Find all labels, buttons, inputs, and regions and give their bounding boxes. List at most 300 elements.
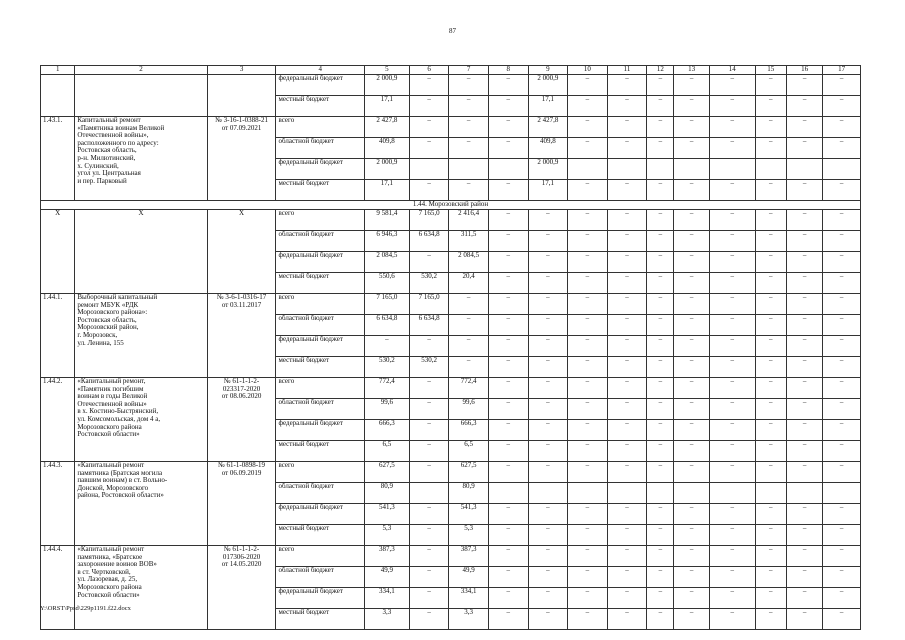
funding-source: местный бюджет	[276, 273, 365, 294]
amount-cell: 2 084,5	[365, 252, 410, 273]
amount-cell: 334,1	[449, 588, 489, 609]
amount-cell: –	[365, 336, 410, 357]
amount-cell: 80,9	[449, 483, 489, 504]
amount-cell: –	[409, 138, 449, 159]
amount-cell: –	[674, 117, 709, 138]
column-header: 17	[823, 66, 861, 75]
amount-cell	[409, 483, 449, 504]
amount-cell: –	[568, 504, 608, 525]
amount-cell: 541,3	[365, 504, 410, 525]
amount-cell: –	[607, 210, 647, 231]
amount-cell: 9 581,4	[365, 210, 410, 231]
amount-cell: –	[449, 336, 489, 357]
amount-cell: 3,3	[449, 609, 489, 630]
amount-cell: –	[409, 252, 449, 273]
amount-cell: –	[823, 462, 861, 483]
amount-cell: –	[674, 504, 709, 525]
expertise-reference: № 3-6-1-0316-17 от 03.11.2017	[207, 294, 276, 378]
amount-cell: –	[755, 96, 786, 117]
amount-cell	[647, 483, 674, 504]
amount-cell: –	[786, 546, 822, 567]
amount-cell: –	[607, 567, 647, 588]
amount-cell: –	[674, 75, 709, 96]
amount-cell	[409, 159, 449, 180]
amount-cell	[709, 483, 755, 504]
amount-cell: –	[755, 441, 786, 462]
amount-cell: –	[755, 420, 786, 441]
amount-cell: –	[568, 117, 608, 138]
amount-cell: 2 000,9	[528, 75, 568, 96]
amount-cell: –	[607, 525, 647, 546]
amount-cell: –	[568, 567, 608, 588]
amount-cell	[449, 159, 489, 180]
amount-cell: –	[786, 273, 822, 294]
amount-cell: –	[709, 336, 755, 357]
amount-cell: –	[647, 315, 674, 336]
amount-cell: –	[709, 504, 755, 525]
table-row	[41, 294, 861, 315]
amount-cell: –	[568, 441, 608, 462]
amount-cell: –	[528, 546, 568, 567]
amount-cell: –	[709, 546, 755, 567]
amount-cell: –	[647, 294, 674, 315]
amount-cell: 627,5	[365, 462, 410, 483]
funding-source: федеральный бюджет	[276, 159, 365, 180]
amount-cell: –	[755, 210, 786, 231]
amount-cell: –	[823, 504, 861, 525]
amount-cell: –	[528, 588, 568, 609]
amount-cell: –	[823, 252, 861, 273]
amount-cell: 20,4	[449, 273, 489, 294]
amount-cell: –	[786, 75, 822, 96]
amount-cell: –	[709, 252, 755, 273]
amount-cell: –	[755, 462, 786, 483]
amount-cell: –	[409, 378, 449, 399]
amount-cell: –	[607, 294, 647, 315]
amount-cell: –	[607, 231, 647, 252]
amount-cell: –	[607, 441, 647, 462]
amount-cell: –	[823, 273, 861, 294]
amount-cell: –	[488, 252, 528, 273]
amount-cell: –	[786, 180, 822, 201]
amount-cell: –	[709, 117, 755, 138]
amount-cell: –	[607, 546, 647, 567]
amount-cell: –	[786, 357, 822, 378]
amount-cell: 530,2	[365, 357, 410, 378]
column-header: 15	[755, 66, 786, 75]
amount-cell: –	[409, 609, 449, 630]
amount-cell: –	[568, 294, 608, 315]
amount-cell: –	[755, 588, 786, 609]
amount-cell: –	[568, 96, 608, 117]
budget-table	[40, 65, 861, 630]
amount-cell: –	[607, 504, 647, 525]
amount-cell: –	[568, 399, 608, 420]
amount-cell: –	[674, 525, 709, 546]
amount-cell: –	[568, 231, 608, 252]
amount-cell: –	[409, 96, 449, 117]
funding-source: федеральный бюджет	[276, 504, 365, 525]
expertise-reference: № 61-1-1-2- 017306-2020 от 14.05.2020	[207, 546, 276, 630]
amount-cell: –	[607, 315, 647, 336]
amount-cell: –	[647, 96, 674, 117]
amount-cell: –	[528, 462, 568, 483]
expertise-reference: № 61-1-0898-19 от 06.09.2019	[207, 462, 276, 546]
column-header: 7	[449, 66, 489, 75]
amount-cell: –	[607, 378, 647, 399]
column-header: 9	[528, 66, 568, 75]
amount-cell: –	[528, 399, 568, 420]
amount-cell: 387,3	[365, 546, 410, 567]
column-header: 8	[488, 66, 528, 75]
amount-cell: –	[755, 138, 786, 159]
amount-cell: –	[786, 210, 822, 231]
amount-cell: –	[409, 546, 449, 567]
amount-cell: –	[449, 357, 489, 378]
amount-cell: –	[786, 117, 822, 138]
amount-cell: –	[786, 252, 822, 273]
amount-cell: –	[607, 420, 647, 441]
amount-cell: 17,1	[528, 180, 568, 201]
amount-cell: –	[449, 294, 489, 315]
item-description: «Капитальный ремонт памятника, «Братское захоронение воинов ВОВ» в ст. Чертковской, ул. Лазоревая, д. 25, Морозовского района Ростовской области»	[75, 546, 207, 630]
amount-cell: –	[709, 420, 755, 441]
amount-cell: 17,1	[365, 96, 410, 117]
amount-cell: –	[823, 525, 861, 546]
header-row	[41, 66, 861, 75]
amount-cell: 772,4	[449, 378, 489, 399]
amount-cell	[488, 483, 528, 504]
amount-cell: –	[674, 273, 709, 294]
amount-cell: –	[528, 210, 568, 231]
funding-source: местный бюджет	[276, 96, 365, 117]
amount-cell: –	[568, 462, 608, 483]
amount-cell: –	[607, 75, 647, 96]
amount-cell	[674, 159, 709, 180]
column-header: 6	[409, 66, 449, 75]
item-number: 1.44.3.	[41, 462, 75, 546]
amount-cell: –	[528, 336, 568, 357]
amount-cell: –	[786, 567, 822, 588]
amount-cell: –	[488, 138, 528, 159]
table-row	[41, 75, 861, 96]
amount-cell: –	[488, 567, 528, 588]
funding-source: областной бюджет	[276, 231, 365, 252]
column-header: 4	[276, 66, 365, 75]
amount-cell: –	[755, 609, 786, 630]
amount-cell: –	[568, 138, 608, 159]
table-row	[41, 117, 861, 138]
amount-cell: –	[528, 567, 568, 588]
amount-cell: –	[647, 546, 674, 567]
amount-cell: –	[823, 96, 861, 117]
amount-cell: –	[786, 588, 822, 609]
amount-cell: –	[607, 588, 647, 609]
funding-source: федеральный бюджет	[276, 75, 365, 96]
section-row	[41, 201, 861, 210]
funding-source: всего	[276, 294, 365, 315]
amount-cell: –	[488, 96, 528, 117]
amount-cell: –	[823, 420, 861, 441]
amount-cell: –	[488, 609, 528, 630]
amount-cell: –	[709, 294, 755, 315]
amount-cell: –	[786, 336, 822, 357]
item-description: Х	[75, 210, 207, 294]
amount-cell: 6 634,8	[365, 315, 410, 336]
amount-cell: –	[488, 399, 528, 420]
amount-cell: –	[709, 75, 755, 96]
amount-cell: 7 165,0	[365, 294, 410, 315]
amount-cell: –	[528, 294, 568, 315]
amount-cell: –	[674, 609, 709, 630]
amount-cell: –	[568, 210, 608, 231]
amount-cell: –	[647, 252, 674, 273]
amount-cell: 2 000,9	[528, 159, 568, 180]
amount-cell: –	[674, 138, 709, 159]
amount-cell: –	[488, 210, 528, 231]
amount-cell: –	[674, 462, 709, 483]
amount-cell: –	[823, 294, 861, 315]
amount-cell: –	[409, 117, 449, 138]
amount-cell: –	[488, 231, 528, 252]
amount-cell: –	[647, 420, 674, 441]
amount-cell: –	[755, 252, 786, 273]
amount-cell: –	[528, 273, 568, 294]
amount-cell: 409,8	[528, 138, 568, 159]
amount-cell: 6 634,8	[409, 231, 449, 252]
amount-cell: –	[647, 609, 674, 630]
amount-cell	[488, 159, 528, 180]
amount-cell: –	[607, 180, 647, 201]
amount-cell: –	[755, 231, 786, 252]
amount-cell: –	[709, 231, 755, 252]
amount-cell: –	[674, 378, 709, 399]
amount-cell: –	[409, 525, 449, 546]
amount-cell: –	[647, 138, 674, 159]
amount-cell	[786, 159, 822, 180]
amount-cell: 99,6	[449, 399, 489, 420]
amount-cell: –	[755, 315, 786, 336]
amount-cell: –	[568, 273, 608, 294]
amount-cell: –	[568, 252, 608, 273]
amount-cell: –	[647, 567, 674, 588]
item-number: 1.44.2.	[41, 378, 75, 462]
funding-source: местный бюджет	[276, 525, 365, 546]
amount-cell	[823, 483, 861, 504]
amount-cell: –	[755, 180, 786, 201]
amount-cell: –	[449, 315, 489, 336]
column-header: 12	[647, 66, 674, 75]
amount-cell: –	[647, 180, 674, 201]
table-row	[41, 462, 861, 483]
amount-cell: 550,6	[365, 273, 410, 294]
amount-cell: –	[488, 75, 528, 96]
amount-cell: –	[409, 336, 449, 357]
amount-cell: –	[823, 231, 861, 252]
amount-cell: –	[674, 441, 709, 462]
amount-cell	[568, 483, 608, 504]
amount-cell: –	[823, 315, 861, 336]
amount-cell: 2 427,8	[528, 117, 568, 138]
amount-cell: –	[647, 117, 674, 138]
funding-source: всего	[276, 462, 365, 483]
amount-cell: –	[755, 399, 786, 420]
amount-cell: –	[709, 357, 755, 378]
amount-cell: –	[823, 210, 861, 231]
amount-cell: –	[449, 75, 489, 96]
funding-source: областной бюджет	[276, 567, 365, 588]
amount-cell: –	[528, 609, 568, 630]
column-header: 16	[786, 66, 822, 75]
amount-cell: –	[823, 399, 861, 420]
amount-cell: –	[755, 525, 786, 546]
amount-cell: –	[607, 117, 647, 138]
amount-cell: –	[709, 378, 755, 399]
item-number: 1.43.1.	[41, 117, 75, 201]
expertise-reference: № 61-1-1-2- 023317-2020 от 08.06.2020	[207, 378, 276, 462]
column-header: 14	[709, 66, 755, 75]
amount-cell: –	[528, 252, 568, 273]
column-header: 11	[607, 66, 647, 75]
funding-source: областной бюджет	[276, 399, 365, 420]
amount-cell: –	[786, 462, 822, 483]
amount-cell: 3,3	[365, 609, 410, 630]
amount-cell: 5,3	[365, 525, 410, 546]
amount-cell: –	[488, 504, 528, 525]
amount-cell: 530,2	[409, 357, 449, 378]
amount-cell: –	[488, 462, 528, 483]
amount-cell: 2 000,9	[365, 159, 410, 180]
amount-cell: 2 084,5	[449, 252, 489, 273]
amount-cell: –	[709, 96, 755, 117]
amount-cell: 7 165,0	[409, 210, 449, 231]
section-title: 1.44. Морозовский район	[41, 201, 861, 210]
amount-cell: –	[647, 273, 674, 294]
amount-cell: –	[823, 75, 861, 96]
amount-cell: –	[488, 315, 528, 336]
amount-cell: –	[709, 588, 755, 609]
amount-cell: 311,5	[449, 231, 489, 252]
amount-cell: –	[449, 117, 489, 138]
amount-cell: –	[786, 420, 822, 441]
expertise-reference: № 3-16-1-0388-21 от 07.09.2021	[207, 117, 276, 201]
amount-cell: 17,1	[365, 180, 410, 201]
amount-cell: –	[823, 378, 861, 399]
amount-cell: 666,3	[365, 420, 410, 441]
funding-source: федеральный бюджет	[276, 336, 365, 357]
amount-cell: –	[755, 546, 786, 567]
item-number	[41, 75, 75, 117]
amount-cell: –	[786, 504, 822, 525]
amount-cell	[607, 483, 647, 504]
amount-cell: –	[647, 588, 674, 609]
amount-cell: –	[823, 567, 861, 588]
amount-cell: –	[823, 180, 861, 201]
amount-cell: –	[823, 546, 861, 567]
column-header: 1	[41, 66, 75, 75]
amount-cell: –	[568, 378, 608, 399]
table-row	[41, 546, 861, 567]
amount-cell: 99,6	[365, 399, 410, 420]
amount-cell: –	[607, 462, 647, 483]
amount-cell: –	[786, 294, 822, 315]
amount-cell: –	[647, 75, 674, 96]
amount-cell: –	[568, 336, 608, 357]
amount-cell: –	[528, 357, 568, 378]
funding-source: областной бюджет	[276, 138, 365, 159]
amount-cell	[607, 159, 647, 180]
item-description: Выборочный капитальный ремонт МБУК «РДК Морозовского района»: Ростовская область, Морозовский район, г. Морозовск, ул. Ленина, 155	[75, 294, 207, 378]
amount-cell: 334,1	[365, 588, 410, 609]
amount-cell: –	[647, 336, 674, 357]
amount-cell: –	[607, 336, 647, 357]
amount-cell: –	[647, 378, 674, 399]
amount-cell: –	[528, 504, 568, 525]
amount-cell: –	[709, 273, 755, 294]
column-header: 10	[568, 66, 608, 75]
amount-cell: –	[409, 462, 449, 483]
footer-file-path: Y:\ORST\Ppsd\229p1191.f22.docx	[40, 605, 131, 612]
amount-cell	[709, 159, 755, 180]
amount-cell: –	[674, 96, 709, 117]
amount-cell: 49,9	[449, 567, 489, 588]
amount-cell: 6,5	[449, 441, 489, 462]
amount-cell: –	[488, 420, 528, 441]
amount-cell: –	[786, 378, 822, 399]
amount-cell: –	[823, 138, 861, 159]
amount-cell: –	[488, 588, 528, 609]
amount-cell: 2 427,8	[365, 117, 410, 138]
amount-cell: –	[488, 441, 528, 462]
amount-cell	[823, 159, 861, 180]
amount-cell: –	[409, 180, 449, 201]
amount-cell: 5,3	[449, 525, 489, 546]
amount-cell: –	[488, 180, 528, 201]
amount-cell: –	[823, 609, 861, 630]
amount-cell: –	[755, 378, 786, 399]
amount-cell: –	[449, 180, 489, 201]
funding-source: областной бюджет	[276, 483, 365, 504]
funding-source: федеральный бюджет	[276, 588, 365, 609]
amount-cell: –	[823, 336, 861, 357]
amount-cell	[568, 159, 608, 180]
amount-cell: –	[674, 336, 709, 357]
amount-cell: –	[709, 525, 755, 546]
column-header: 2	[75, 66, 207, 75]
amount-cell: –	[709, 567, 755, 588]
amount-cell: –	[709, 210, 755, 231]
amount-cell: –	[647, 210, 674, 231]
amount-cell: –	[755, 117, 786, 138]
amount-cell: 6,5	[365, 441, 410, 462]
funding-source: всего	[276, 546, 365, 567]
amount-cell: –	[528, 378, 568, 399]
item-description	[75, 75, 207, 117]
page-number: 87	[449, 27, 456, 35]
amount-cell: –	[488, 294, 528, 315]
amount-cell: –	[607, 138, 647, 159]
column-header: 3	[207, 66, 276, 75]
funding-source: всего	[276, 210, 365, 231]
amount-cell: –	[823, 588, 861, 609]
funding-source: федеральный бюджет	[276, 252, 365, 273]
amount-cell: 387,3	[449, 546, 489, 567]
table-row	[41, 210, 861, 231]
funding-source: местный бюджет	[276, 609, 365, 630]
amount-cell: –	[709, 399, 755, 420]
item-number: Х	[41, 210, 75, 294]
amount-cell: –	[568, 546, 608, 567]
